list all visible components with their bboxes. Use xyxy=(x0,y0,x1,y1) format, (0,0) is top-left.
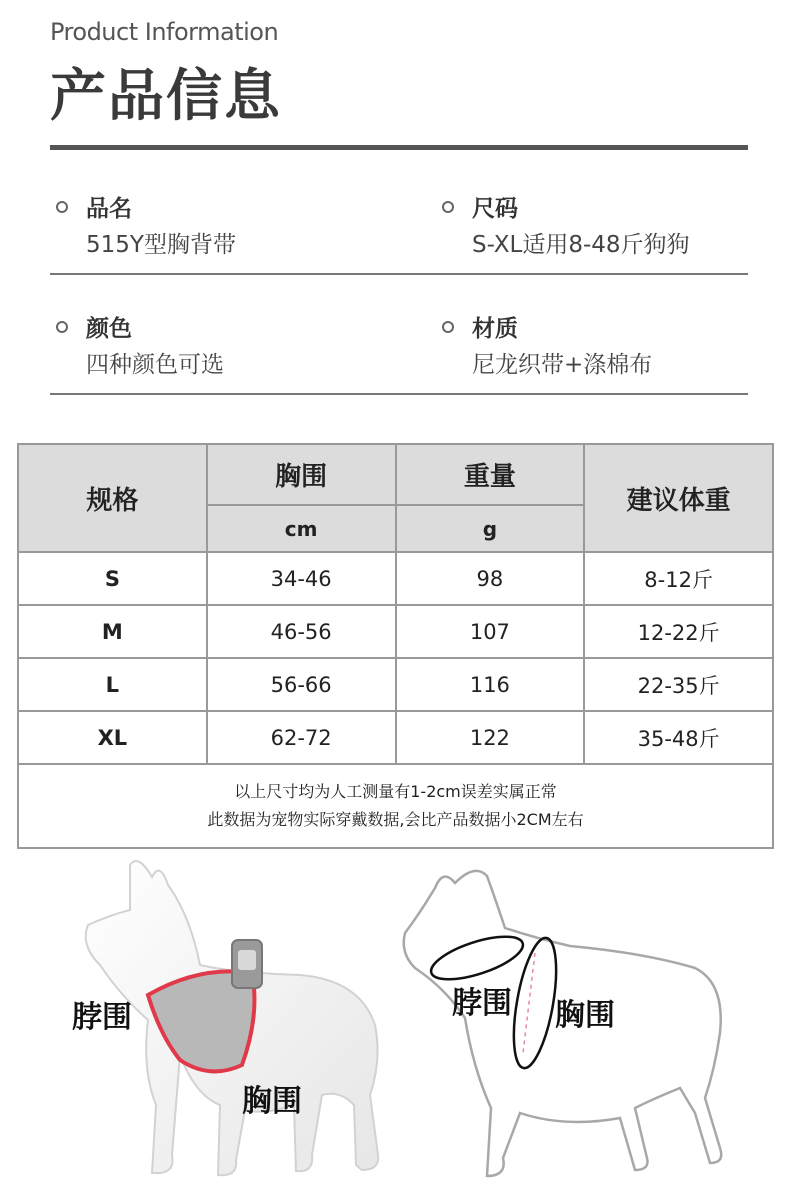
info-label: 尺码 xyxy=(472,196,518,222)
info-product-name xyxy=(50,190,380,260)
cell-weight: 122 xyxy=(396,711,585,764)
info-label: 颜色 xyxy=(86,316,132,342)
right-chest-label: 胸围 xyxy=(555,998,615,1033)
cell-weight: 107 xyxy=(396,605,585,658)
bullet-icon xyxy=(56,201,68,213)
header-weight-unit: g xyxy=(396,505,585,552)
cell-suggest: 12-22斤 xyxy=(584,605,773,658)
size-table xyxy=(17,443,774,849)
info-divider xyxy=(50,273,748,275)
cell-size: M xyxy=(18,605,207,658)
bullet-icon xyxy=(56,321,68,333)
info-value: 四种颜色可选 xyxy=(86,352,224,378)
info-value: 515Y型胸背带 xyxy=(86,232,236,258)
header-weight: 重量 xyxy=(396,444,585,505)
measurement-note xyxy=(18,764,773,848)
note-line: 此数据为宠物实际穿戴数据,会比产品数据小2CM左右 xyxy=(207,810,584,829)
bullet-icon xyxy=(442,321,454,333)
page-title: 产品信息 xyxy=(50,64,282,129)
cell-weight: 98 xyxy=(396,552,585,605)
info-color xyxy=(50,310,380,380)
cell-suggest: 22-35斤 xyxy=(584,658,773,711)
info-label: 品名 xyxy=(86,196,132,222)
left-neck-label: 脖围 xyxy=(72,1000,132,1035)
table-row xyxy=(18,552,773,605)
header-spec: 规格 xyxy=(18,444,207,552)
cell-suggest: 35-48斤 xyxy=(584,711,773,764)
header-suggest-weight: 建议体重 xyxy=(584,444,773,552)
cell-suggest: 8-12斤 xyxy=(584,552,773,605)
cell-size: L xyxy=(18,658,207,711)
title-divider xyxy=(50,145,748,150)
cell-chest: 46-56 xyxy=(207,605,396,658)
cell-chest: 62-72 xyxy=(207,711,396,764)
info-divider xyxy=(50,393,748,395)
bullet-icon xyxy=(442,201,454,213)
info-material xyxy=(436,310,766,380)
info-size xyxy=(436,190,766,260)
header-chest-unit: cm xyxy=(207,505,396,552)
table-row xyxy=(18,658,773,711)
cell-chest: 34-46 xyxy=(207,552,396,605)
subtitle: Product Information xyxy=(50,18,279,46)
cell-chest: 56-66 xyxy=(207,658,396,711)
info-label: 材质 xyxy=(472,316,518,342)
table-row xyxy=(18,711,773,764)
right-neck-label: 脖围 xyxy=(452,986,512,1021)
cell-size: XL xyxy=(18,711,207,764)
cell-size: S xyxy=(18,552,207,605)
info-value: 尼龙织带+涤棉布 xyxy=(472,352,653,378)
header-chest: 胸围 xyxy=(207,444,396,505)
cell-weight: 116 xyxy=(396,658,585,711)
left-chest-label: 胸围 xyxy=(242,1084,302,1119)
table-row xyxy=(18,605,773,658)
note-line: 以上尺寸均为人工测量有1-2cm误差实属正常 xyxy=(234,782,557,801)
info-value: S-XL适用8-48斤狗狗 xyxy=(472,232,690,258)
